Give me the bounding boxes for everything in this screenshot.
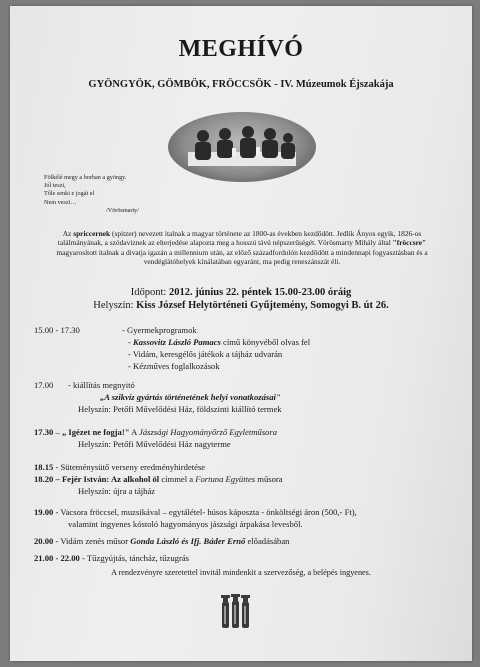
talk-title: Az alkohol öl [110,474,160,484]
program-place: Helyszín: újra a tájház [78,486,156,496]
photo-figures-icon [168,112,316,182]
closing-note: A rendezvényre szeretettel invitál mindenkit a szervezőség, a belépés ingyenes. [111,568,371,577]
program-time: 18.15 [34,462,54,472]
program-entry [34,507,357,518]
group-name: Jászsági Hagyományőrző Egyletműsora [139,427,277,437]
program-text: - Vidám zenés műsor [53,536,131,546]
program-subitem: - Vidám, keresgélős játékok a tájház udvarán [128,349,283,359]
program-text: - Vacsora fröccsel, muzsikával – egytálétel- húsos káposzta - önköltségi áron (500,- Ft), [53,507,357,517]
program-place: Helyszín: Petőfi Művelődési Ház nagyterme [78,439,231,449]
intro-tail: magyarosított italnak a divatja igazán a millennium után, az előző századfordulón kezdődött a mindennapi fogyasztásban és a vendéglátóhelyek kínálatában egyaránt, ma pedig reneszánszát éli. [56,247,428,267]
subitem-dash: - [128,337,134,347]
program-text: címmel a [159,474,196,484]
program-subitem: - Kézműves foglalkozások [128,361,220,371]
soda-siphon-bottles-icon [216,592,256,632]
program-time: 17.30 [34,427,54,437]
program-entry [34,536,289,547]
show-title: „ Igézet ne fogja!" [61,427,130,437]
program-time: 21.00 - 22.00 [34,553,80,563]
place-value: Kiss József Helytörténeti Gyűjtemény, Somogyi B. út 26. [136,300,389,311]
subitem-text: című könyvéből olvas fel [220,337,311,347]
program-text: - Süteménysütő verseny eredményhirdetése [53,462,206,472]
poem-line: Nem veszi… [44,198,77,206]
place-label: Helyszín: [93,300,137,311]
date-label: Időpont: [130,287,169,298]
program-text: - Tűzgyújtás, táncház, tűzugrás [79,553,189,563]
event-place [10,299,472,312]
program-title: - kiállítás megnyitó [68,380,135,390]
program-place: Helyszín: Petőfi Művelődési Ház, földszinti kiállító termek [78,404,282,414]
intro-rest: (spitzer) nevezett italnak a magyar története az 1800-as években kezdődött. Jedlik Ányos egyik, 1826-os találmányának, a szódavíznek az elterjedése alapozta meg a hosszú távú népszerűségét. Vörösmarty Mihály által [57,229,422,248]
poem-line: Jól teszi, [44,182,66,190]
author-name: Kassovitz László Pamacs [133,337,221,347]
program-text: előadásában [245,536,290,546]
poem-quote [44,174,139,215]
historic-group-photo [168,112,316,182]
invitation-title: MEGHÍVÓ [178,36,304,62]
program-dash: – [53,427,62,437]
speaker-name: – Fejér István: [53,474,111,484]
program-text: műsora [255,474,283,484]
program-text: A [129,427,140,437]
program-subitem [128,337,310,348]
intro-lead: Az [62,229,74,238]
program-entry [34,462,205,473]
invitation-subtitle: GYÖNGYÖK, GÖMBÖK, FRÖCCSÖK - IV. Múzeumok Éjszakája [88,79,394,90]
poem-line: Fölkélé megy a borban a gyöngy. [44,174,127,181]
date-value: 2012. június 22. péntek 15.00-23.00 óráig [168,287,352,298]
poem-author: /Vörösmarty/ [106,206,139,214]
program-text: valamint ingyenes kóstoló hagyományos jászsági árpakása levesből. [68,519,303,529]
program-time: 18.20 [34,474,54,484]
program-entry [34,474,283,485]
exhibition-headline: „A szikvíz gyártás történetének helyi vonatkozásai" [100,392,281,402]
event-details [10,286,472,312]
intro-quoted: "fröccsre" [392,238,427,248]
program-time: 15.00 - 17.30 [34,325,80,335]
event-date [10,286,472,299]
poem-line: Tőle senki e jogát el [44,190,95,198]
program-entry [34,427,277,438]
program-title: - Gyermekprogramok [122,325,197,335]
program-time: 20.00 [34,536,54,546]
group-name: Fortuna Együttes [195,474,256,484]
program-entry [34,553,189,564]
invitation-sheet [10,6,472,661]
program-time: 19.00 [34,507,54,517]
program-time: 17.00 [34,380,54,390]
intro-term: spriccernek [73,229,111,238]
intro-paragraph [40,229,444,267]
performer-names: Gonda László és Ifj. Báder Ernő [130,536,246,546]
